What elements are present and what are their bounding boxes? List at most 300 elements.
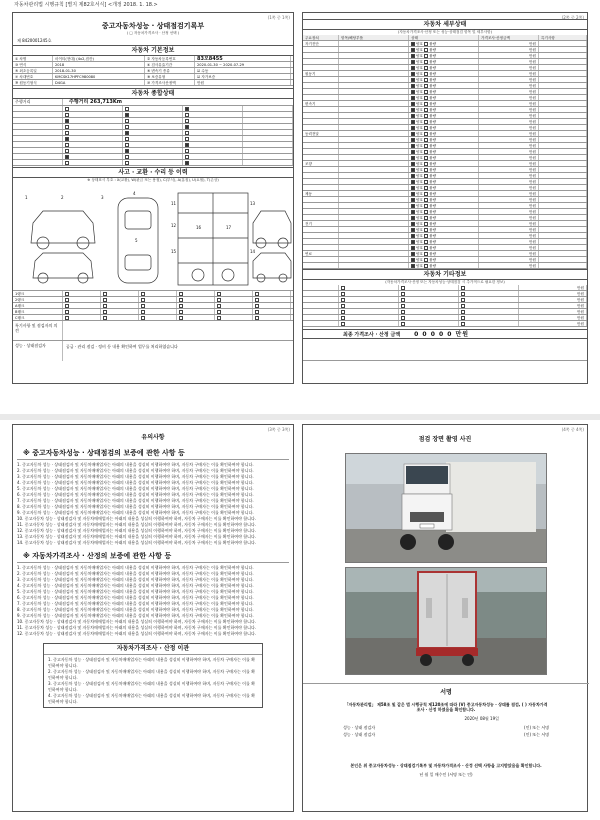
checkbox[interactable] <box>185 155 189 159</box>
notice-paragraph: 9. 중고자동차 성능 · 상태점검자 및 자동차매매업자는 아래의 내용을 성실히 이행하여야 하며, 자동차 구매자는 이를 확인하여야 합니다. <box>17 510 254 515</box>
state-option-label: 불량 <box>429 162 437 166</box>
detail-amount: 만원 <box>479 161 539 166</box>
other-info-cell <box>399 309 459 314</box>
checkbox[interactable] <box>411 216 415 220</box>
checkbox[interactable] <box>65 149 69 153</box>
checkbox[interactable] <box>411 168 415 172</box>
notice-paragraph: 4. 중고자동차 성능 · 상태점검자 및 자동차매매업자는 아래의 내용을 성실히 이행하여야 하며, 자동차 구매자는 이를 확인하여야 합니다. <box>48 693 256 704</box>
checkbox[interactable] <box>461 310 465 314</box>
detail-group <box>303 167 339 172</box>
notice-paragraph: 11. 중고자동차 성능 · 상태점검자 및 자동차매매업자는 아래의 내용을 성실히 이행하여야 하며, 자동차 구매자는 이를 확인하여야 합니다. <box>17 522 257 527</box>
detail-amount: 만원 <box>479 107 539 112</box>
checkbox[interactable] <box>65 131 69 135</box>
checkbox[interactable] <box>401 292 405 296</box>
condition-cell <box>13 154 63 159</box>
detail-note <box>539 107 587 112</box>
checkbox[interactable] <box>424 156 428 160</box>
checkbox[interactable] <box>185 119 189 123</box>
detail-note <box>539 149 587 154</box>
checkbox[interactable] <box>341 298 345 302</box>
condition-cell <box>63 124 123 129</box>
checkbox[interactable] <box>65 113 69 117</box>
checkbox[interactable] <box>411 144 415 148</box>
basic-info-cell: D4GA <box>53 80 145 85</box>
detail-item <box>339 143 409 148</box>
checkbox[interactable] <box>461 316 465 320</box>
state-option-label: 양호 <box>416 138 425 142</box>
checkbox[interactable] <box>411 42 415 46</box>
state-option-label: 불량 <box>429 72 437 76</box>
other-info-amount: 만원 <box>519 321 587 326</box>
checkbox[interactable] <box>65 304 69 308</box>
detail-amount: 만원 <box>479 239 539 244</box>
page-subtitle: ( □ 자동차가격조사 · 산정 선택 ) <box>126 31 180 35</box>
panel-label-2: 2 <box>61 195 64 200</box>
checkbox[interactable] <box>179 316 183 320</box>
checkbox[interactable] <box>341 286 345 290</box>
checkbox[interactable] <box>411 198 415 202</box>
detail-item <box>339 149 409 154</box>
checkbox[interactable] <box>411 66 415 70</box>
notice-paragraph: 5. 중고자동차 성능 · 상태점검자 및 자동차매매업자는 아래의 내용을 성실히 이행하여야 하며, 자동차 구매자는 이를 확인하여야 합니다. <box>17 589 254 594</box>
checkbox[interactable] <box>411 210 415 214</box>
checkbox[interactable] <box>65 125 69 129</box>
checkbox[interactable] <box>65 298 69 302</box>
notice-title: 유의사항 <box>141 434 165 441</box>
condition-cell <box>63 154 123 159</box>
checkbox[interactable] <box>217 292 221 296</box>
detail-item <box>339 155 409 160</box>
state-option-label: 양호 <box>416 252 425 256</box>
checkbox[interactable] <box>411 138 415 142</box>
detail-item <box>339 107 409 112</box>
checkbox[interactable] <box>103 298 107 302</box>
grade-cell <box>253 291 291 296</box>
checkbox[interactable] <box>179 304 183 308</box>
checkbox[interactable] <box>411 54 415 58</box>
detail-item <box>339 53 409 58</box>
detail-group <box>303 203 339 208</box>
detail-amount: 만원 <box>479 215 539 220</box>
checkbox[interactable] <box>424 222 428 226</box>
detail-note <box>539 53 587 58</box>
other-info-cell <box>339 303 399 308</box>
checkbox[interactable] <box>424 162 428 166</box>
inspector-label: 성능 · 상태점검자 <box>13 341 63 361</box>
page-number: (3쪽 중 3쪽) <box>267 427 290 432</box>
checkbox[interactable] <box>424 204 428 208</box>
detail-item <box>339 251 409 256</box>
checkbox[interactable] <box>185 149 189 153</box>
checkbox[interactable] <box>424 150 428 154</box>
checkbox[interactable] <box>411 132 415 136</box>
grade-cell <box>253 297 291 302</box>
checkbox[interactable] <box>255 292 259 296</box>
checkbox[interactable] <box>411 180 415 184</box>
notice-paragraph: 1. 중고자동차 성능 · 상태점검자 및 자동차매매업자는 아래의 내용을 성실히 이행하여야 하며, 자동차 구매자는 이를 확인하여야 합니다. <box>48 657 256 668</box>
basic-info-cell: ⑨ 원동기형식 <box>13 80 53 85</box>
grade-cell <box>139 297 177 302</box>
checkbox[interactable] <box>424 258 428 262</box>
checkbox[interactable] <box>217 298 221 302</box>
state-option-label: 불량 <box>429 114 437 118</box>
condition-cell <box>183 142 243 147</box>
checkbox[interactable] <box>341 322 345 326</box>
stamp-label: (인) 또는 서명 <box>524 725 549 730</box>
state-option-label: 양호 <box>416 240 425 244</box>
checkbox[interactable] <box>424 72 428 76</box>
detail-state <box>409 83 479 88</box>
checkbox[interactable] <box>103 304 107 308</box>
other-info-cell <box>459 309 519 314</box>
checkbox[interactable] <box>411 120 415 124</box>
checkbox[interactable] <box>179 292 183 296</box>
detail-group <box>303 263 339 268</box>
checkbox[interactable] <box>424 138 428 142</box>
detail-group <box>303 59 339 64</box>
checkbox[interactable] <box>141 298 145 302</box>
checkbox[interactable] <box>65 316 69 320</box>
grade-cell <box>177 291 215 296</box>
detail-amount: 만원 <box>479 113 539 118</box>
checkbox[interactable] <box>424 54 428 58</box>
detail-group <box>303 95 339 100</box>
inspector-note: 공급 · 관리 점검 · 정비 등 내용 확인하여 업무를 처리하였습니다 <box>66 344 178 349</box>
checkbox[interactable] <box>424 96 428 100</box>
checkbox[interactable] <box>424 246 428 250</box>
checkbox[interactable] <box>424 192 428 196</box>
inspector-label: 성능 · 상태 점검자 <box>343 732 376 737</box>
checkbox[interactable] <box>424 120 428 124</box>
page-number: (4쪽 중 4쪽) <box>561 427 584 432</box>
basic-info-cell: 83모8455 <box>195 56 291 61</box>
detail-state <box>409 107 479 112</box>
checkbox[interactable] <box>424 114 428 118</box>
checkbox[interactable] <box>125 131 129 135</box>
state-option-label: 양호 <box>416 144 425 148</box>
grade-label: C랭크 <box>13 315 63 320</box>
checkbox[interactable] <box>65 292 69 296</box>
other-info-cell <box>339 291 399 296</box>
condition-cell <box>63 130 123 135</box>
detail-amount: 만원 <box>479 41 539 46</box>
checkbox[interactable] <box>424 78 428 82</box>
detail-state <box>409 251 479 256</box>
grade-cell <box>63 315 101 320</box>
sign-section <box>303 683 589 777</box>
checkbox[interactable] <box>255 310 259 314</box>
condition-cell <box>123 160 183 165</box>
checkbox[interactable] <box>125 137 129 141</box>
detail-item <box>339 185 409 190</box>
basic-info-cell: ⑩ 가격조사산정액 <box>145 80 195 85</box>
condition-cell <box>183 112 243 117</box>
detail-item <box>339 167 409 172</box>
state-option-label: 불량 <box>429 264 437 268</box>
checkbox[interactable] <box>411 60 415 64</box>
detail-amount: 만원 <box>479 143 539 148</box>
checkbox[interactable] <box>341 304 345 308</box>
checkbox[interactable] <box>341 292 345 296</box>
checkbox[interactable] <box>141 292 145 296</box>
checkbox[interactable] <box>411 258 415 262</box>
checkbox[interactable] <box>341 316 345 320</box>
detail-group <box>303 149 339 154</box>
condition-cell <box>123 124 183 129</box>
detail-state <box>409 167 479 172</box>
checkbox[interactable] <box>424 198 428 202</box>
mileage-value: 주행거리 263,713Km <box>69 99 122 105</box>
checkbox[interactable] <box>461 304 465 308</box>
checkbox[interactable] <box>411 114 415 118</box>
checkbox[interactable] <box>125 161 129 165</box>
checkbox[interactable] <box>141 304 145 308</box>
mileage-label: 주행거리 <box>13 99 63 105</box>
detail-note <box>539 251 587 256</box>
checkbox[interactable] <box>401 304 405 308</box>
checkbox[interactable] <box>411 234 415 238</box>
checkbox[interactable] <box>424 168 428 172</box>
col-header: 가격조사·산정금액 <box>479 35 539 40</box>
checkbox[interactable] <box>411 90 415 94</box>
state-option-label: 불량 <box>429 132 437 136</box>
checkbox[interactable] <box>125 125 129 129</box>
checkbox[interactable] <box>125 107 129 111</box>
top-bar: 자동차관리법 시행규칙 [별지 제82호서식] <개정 2018. 1. 18.> <box>14 2 158 8</box>
detail-group <box>303 47 339 52</box>
notice-paragraph: 7. 중고자동차 성능 · 상태점검자 및 자동차매매업자는 아래의 내용을 성실히 이행하여야 하며, 자동차 구매자는 이를 확인하여야 합니다. <box>17 601 254 606</box>
checkbox[interactable] <box>65 310 69 314</box>
state-option-label: 불량 <box>429 156 437 160</box>
detail-state <box>409 197 479 202</box>
checkbox[interactable] <box>461 292 465 296</box>
buyer-confirm-text: 본인은 위 중고자동차성능 · 상태점검기록부 및 자동차가격조사 · 산정 선택 사항을 고지받았음을 확인합니다. <box>350 763 542 768</box>
checkbox[interactable] <box>179 310 183 314</box>
notice-paragraph: 14. 중고자동차 성능 · 상태점검자 및 자동차매매업자는 아래의 내용을 성실히 이행하여야 하며, 자동차 구매자는 이를 확인하여야 합니다. <box>17 540 257 545</box>
checkbox[interactable] <box>424 234 428 238</box>
checkbox[interactable] <box>185 161 189 165</box>
checkbox[interactable] <box>65 119 69 123</box>
checkbox[interactable] <box>65 137 69 141</box>
detail-state <box>409 185 479 190</box>
detail-item <box>339 47 409 52</box>
detail-state <box>409 263 479 268</box>
detail-state <box>409 71 479 76</box>
condition-cell <box>243 124 293 129</box>
checkbox[interactable] <box>103 316 107 320</box>
checkbox[interactable] <box>411 204 415 208</box>
checkbox[interactable] <box>411 264 415 268</box>
checkbox[interactable] <box>411 126 415 130</box>
grade-cell <box>177 315 215 320</box>
condition-cell <box>13 130 63 135</box>
checkbox[interactable] <box>65 143 69 147</box>
checkbox[interactable] <box>424 240 428 244</box>
state-option-label: 불량 <box>429 102 437 106</box>
checkbox[interactable] <box>411 96 415 100</box>
detail-item <box>339 131 409 136</box>
notice-paragraph: 10. 중고자동차 성능 · 상태점검자 및 자동차매매업자는 아래의 내용을 성실히 이행하여야 하며, 자동차 구매자는 이를 확인하여야 합니다. <box>17 619 257 624</box>
checkbox[interactable] <box>185 125 189 129</box>
state-option-label: 불량 <box>429 174 437 178</box>
checkbox[interactable] <box>103 310 107 314</box>
condition-cell <box>63 112 123 117</box>
condition-cell <box>13 160 63 165</box>
checkbox[interactable] <box>424 126 428 130</box>
grade-cell <box>139 303 177 308</box>
checkbox[interactable] <box>461 322 465 326</box>
checkbox[interactable] <box>411 78 415 82</box>
checkbox[interactable] <box>125 155 129 159</box>
checkbox[interactable] <box>411 186 415 190</box>
checkbox[interactable] <box>185 107 189 111</box>
checkbox[interactable] <box>424 210 428 214</box>
checkbox[interactable] <box>125 119 129 123</box>
checkbox[interactable] <box>424 60 428 64</box>
detail-group <box>303 257 339 262</box>
checkbox[interactable] <box>125 113 129 117</box>
inspector-sign-row-2 <box>303 730 589 737</box>
checkbox[interactable] <box>411 228 415 232</box>
condition-cell <box>13 148 63 153</box>
final-amount-row <box>303 329 587 339</box>
checkbox[interactable] <box>217 304 221 308</box>
checkbox[interactable] <box>141 316 145 320</box>
checkbox[interactable] <box>217 316 221 320</box>
checkbox[interactable] <box>185 143 189 147</box>
checkbox[interactable] <box>401 322 405 326</box>
checkbox[interactable] <box>424 66 428 70</box>
checkbox[interactable] <box>65 155 69 159</box>
checkbox[interactable] <box>424 42 428 46</box>
detail-group <box>303 143 339 148</box>
detail-state <box>409 227 479 232</box>
detail-state <box>409 179 479 184</box>
checkbox[interactable] <box>401 286 405 290</box>
section-heading-1: ※ 중고자동차성능 · 상태점검의 보증에 관한 사항 등 <box>17 447 289 460</box>
truck-rear-photo <box>345 567 547 675</box>
basic-info-cell: ☑ 수동 <box>195 68 291 73</box>
checkbox[interactable] <box>401 310 405 314</box>
checkbox[interactable] <box>411 162 415 166</box>
condition-cell <box>13 106 63 111</box>
grade-cell <box>63 309 101 314</box>
basic-info-cell: ④ 검사유효기간 <box>145 62 195 67</box>
checkbox[interactable] <box>424 108 428 112</box>
condition-cell <box>13 124 63 129</box>
col-header: 항목/해당부품 <box>339 35 409 40</box>
checkbox[interactable] <box>424 216 428 220</box>
checkbox[interactable] <box>411 192 415 196</box>
detail-state <box>409 143 479 148</box>
checkbox[interactable] <box>125 149 129 153</box>
detail-group: 동력전달 <box>303 131 339 136</box>
checkbox[interactable] <box>185 113 189 117</box>
checkbox[interactable] <box>424 174 428 178</box>
checkbox[interactable] <box>411 102 415 106</box>
basic-info-cell: ② 자동차등록번호 <box>145 56 195 61</box>
notice-paragraph: 6. 중고자동차 성능 · 상태점검자 및 자동차매매업자는 아래의 내용을 성실히 이행하여야 하며, 자동차 구매자는 이를 확인하여야 합니다. <box>17 492 254 497</box>
checkbox[interactable] <box>411 174 415 178</box>
checkbox[interactable] <box>411 156 415 160</box>
detail-state <box>409 119 479 124</box>
condition-cell <box>183 106 243 111</box>
detail-item <box>339 113 409 118</box>
state-option-label: 양호 <box>416 84 425 88</box>
notice-paragraph: 10. 중고자동차 성능 · 상태점검자 및 자동차매매업자는 아래의 내용을 성실히 이행하여야 하며, 자동차 구매자는 이를 확인하여야 합니다. <box>17 516 257 521</box>
checkbox[interactable] <box>424 180 428 184</box>
checkbox[interactable] <box>185 137 189 141</box>
checkbox[interactable] <box>424 84 428 88</box>
detail-note <box>539 83 587 88</box>
checkbox[interactable] <box>424 132 428 136</box>
checkbox[interactable] <box>65 161 69 165</box>
state-option-label: 양호 <box>416 234 425 238</box>
checkbox[interactable] <box>255 304 259 308</box>
detail-note <box>539 71 587 76</box>
condition-cell <box>123 118 183 123</box>
detail-group <box>303 125 339 130</box>
buyer-sign-line: 년 월 일 매수인 (서명 또는 인) <box>419 772 473 777</box>
checkbox[interactable] <box>401 298 405 302</box>
checkbox[interactable] <box>411 222 415 226</box>
detail-state <box>409 233 479 238</box>
detail-item <box>339 263 409 268</box>
detail-amount: 만원 <box>479 101 539 106</box>
state-option-label: 불량 <box>429 48 437 52</box>
checkbox[interactable] <box>424 90 428 94</box>
detail-amount: 만원 <box>479 227 539 232</box>
checkbox[interactable] <box>424 264 428 268</box>
grade-cell <box>101 291 139 296</box>
checkbox[interactable] <box>65 107 69 111</box>
checkbox[interactable] <box>411 240 415 244</box>
checkbox[interactable] <box>125 143 129 147</box>
checkbox[interactable] <box>141 310 145 314</box>
checkbox[interactable] <box>424 186 428 190</box>
checkbox[interactable] <box>103 292 107 296</box>
checkbox[interactable] <box>424 228 428 232</box>
checkbox[interactable] <box>411 246 415 250</box>
condition-cell <box>243 112 293 117</box>
checkbox[interactable] <box>255 298 259 302</box>
checkbox[interactable] <box>424 48 428 52</box>
checkbox[interactable] <box>424 102 428 106</box>
checkbox[interactable] <box>411 48 415 52</box>
checkbox[interactable] <box>461 286 465 290</box>
checkbox[interactable] <box>411 84 415 88</box>
checkbox[interactable] <box>401 316 405 320</box>
checkbox[interactable] <box>411 252 415 256</box>
checkbox[interactable] <box>341 310 345 314</box>
checkbox[interactable] <box>411 150 415 154</box>
state-option-label: 불량 <box>429 78 437 82</box>
checkbox[interactable] <box>255 316 259 320</box>
checkbox[interactable] <box>461 298 465 302</box>
detail-item <box>339 245 409 250</box>
other-info-cell <box>303 309 339 314</box>
checkbox[interactable] <box>411 108 415 112</box>
detail-group <box>303 197 339 202</box>
checkbox[interactable] <box>217 310 221 314</box>
checkbox[interactable] <box>185 131 189 135</box>
checkbox[interactable] <box>179 298 183 302</box>
detail-group <box>303 77 339 82</box>
checkbox[interactable] <box>411 72 415 76</box>
checkbox[interactable] <box>424 252 428 256</box>
checkbox[interactable] <box>424 144 428 148</box>
detail-item <box>339 173 409 178</box>
